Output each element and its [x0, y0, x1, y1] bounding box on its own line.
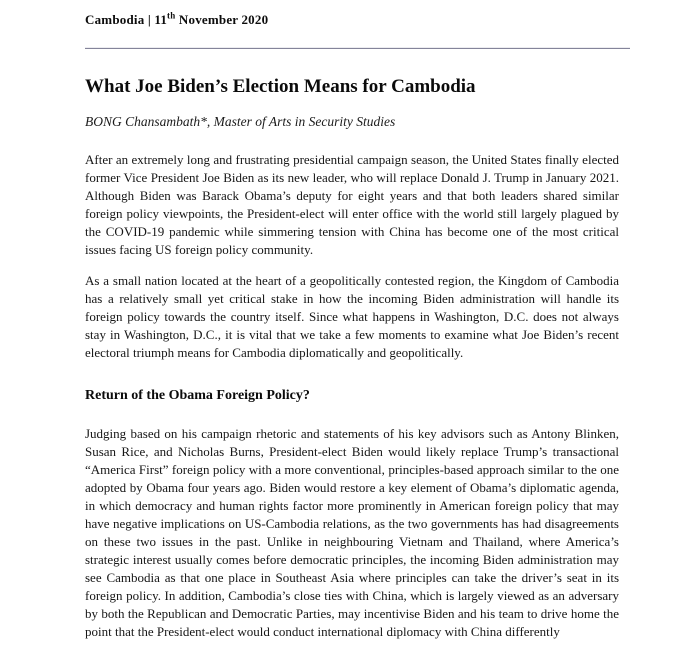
- masthead-date-ordinal: th: [167, 10, 176, 21]
- paragraph-cambodia-stake: As a small nation located at the heart of a geopolitically contested region, the Kingdom of Cambodia has a relatively small yet critical stake in how the incoming Biden administration will handle its foreign policy towards the country itself. Since what happens in Washington, D.C. does not always stay in Washington, D.C., it is vital that we take a few moments to examine what Joe Biden’s recent electoral triumph means for Cambodia diplomatically and geopolitically.: [85, 273, 619, 360]
- masthead: [85, 12, 619, 49]
- masthead-date-prefix: Cambodia | 11: [85, 12, 168, 27]
- paragraph-intro: After an extremely long and frustrating presidential campaign season, the United States finally elected former Vice President Joe Biden as its new leader, who will replace Donald J. Trump in January 2021. Although Biden was Barack Obama’s deputy for eight years and that both leaders shared similar foreign policy viewpoints, the President-elect will enter office with the world still largely plagued by the COVID-19 pandemic while simmering tension with China has become one of the most critical issues facing US foreign policy community.: [85, 152, 619, 257]
- masthead-date: [85, 12, 619, 28]
- divider-rule: [85, 47, 630, 49]
- section-heading-obama-policy: Return of the Obama Foreign Policy?: [85, 388, 310, 403]
- article-byline: BONG Chansambath*, Master of Arts in Security Studies: [85, 114, 396, 129]
- article-title: What Joe Biden’s Election Means for Cambodia: [85, 76, 476, 97]
- masthead-date-suffix: November 2020: [175, 12, 269, 27]
- paragraph-obama-policy: Judging based on his campaign rhetoric and statements of his key advisors such as Antony Blinken, Susan Rice, and Nicholas Burns, President-elect Biden would likely replace Trump’s transactional “America First” foreign policy with a more conventional, principles-based approach similar to the one adopted by Obama four years ago. Biden would restore a key element of Obama’s diplomatic agenda, in which democracy and human rights factor more prominently in American foreign policy that may have negative implications on US-Cambodia relations, as the two governments has had disagreements on these two issues in the past. Unlike in neighbouring Vietnam and Thailand, where America’s strategic interest usually comes before democratic principles, the incoming Biden administration may see Cambodia as that one place in Southeast Asia where principles can take the driver’s seat in its foreign policy. In addition, Cambodia’s close ties with China, which is largely viewed as an adversary by both the Republican and Democratic Parties, may incentivise Biden and his team to drive home the point that the President-elect would conduct international diplomacy with China differently: [85, 426, 619, 639]
